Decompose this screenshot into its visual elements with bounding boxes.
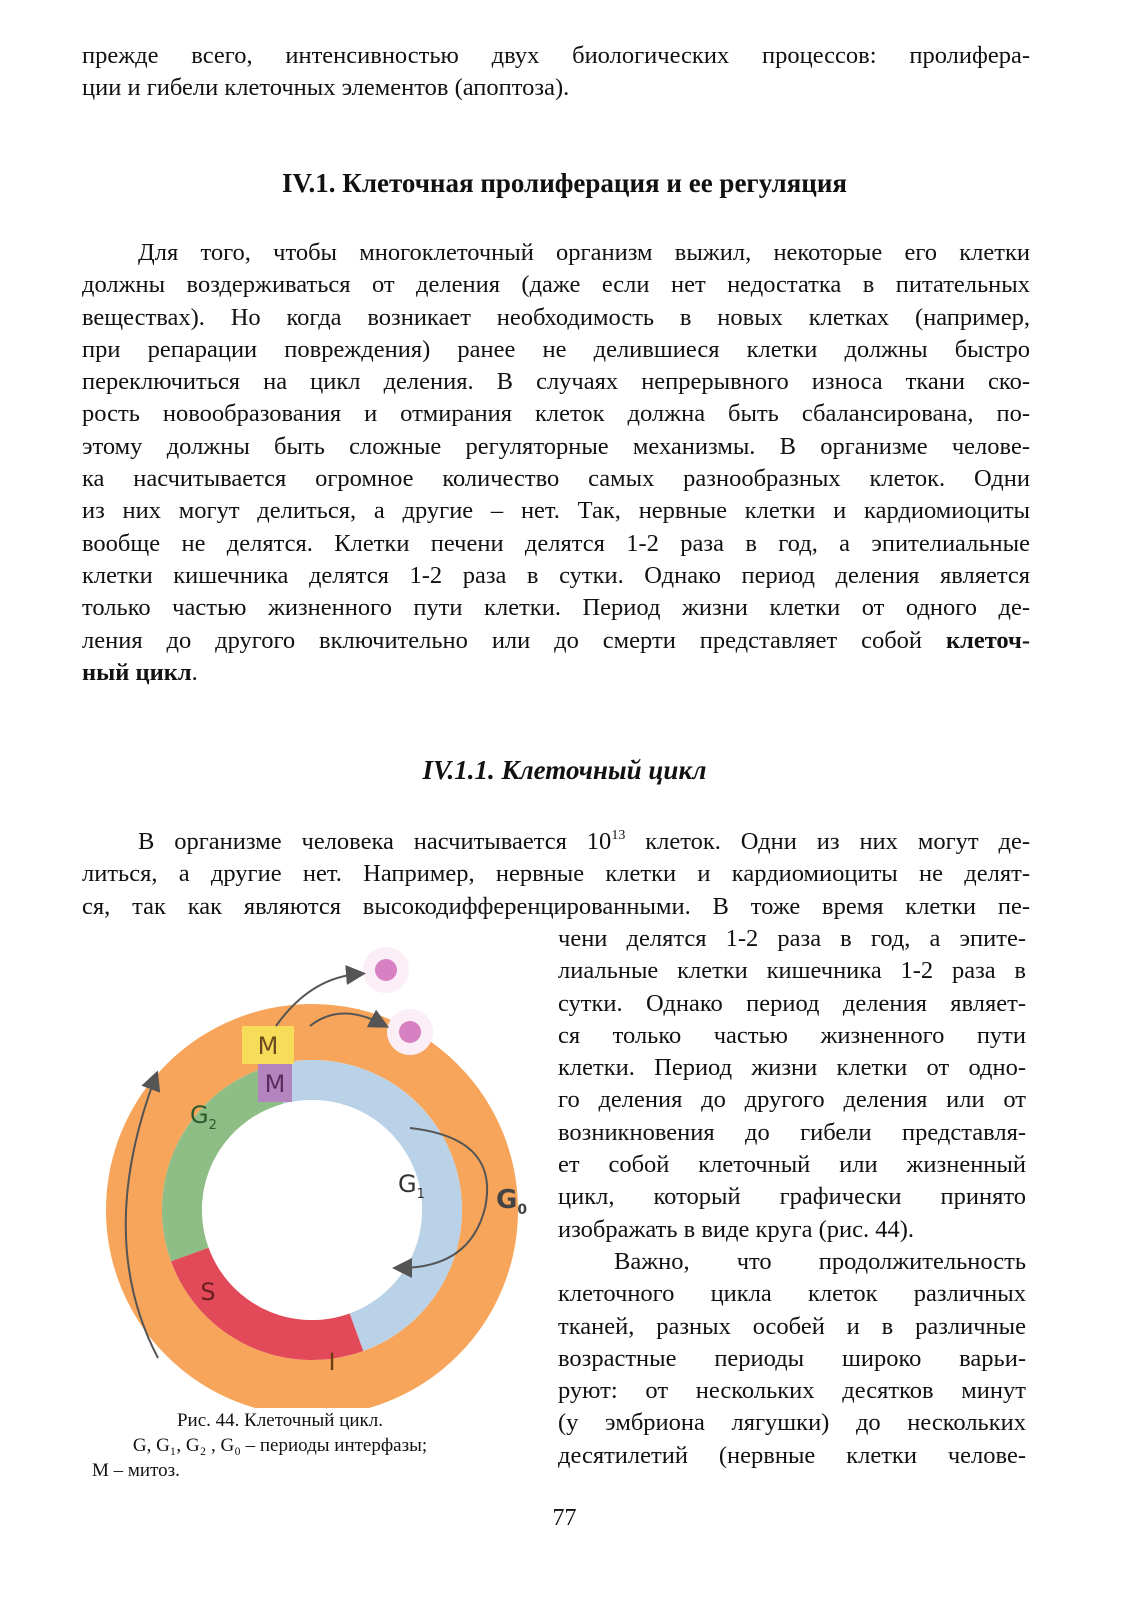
label-g0-letter: G — [496, 1185, 518, 1215]
label-g0 — [496, 1185, 527, 1218]
text-line: ся только частью жизненного пути — [558, 1021, 1026, 1049]
intro-paragraph — [82, 40, 1030, 105]
text-line: прежде всего, интенсивностью двух биологических процессов: пролифера- — [82, 42, 1030, 69]
text-line: (у эмбриона лягушки) до нескольких — [558, 1409, 1026, 1437]
page-number: 77 — [552, 1505, 577, 1531]
text-line: изображать в виде круга (рис. 44). — [558, 1215, 915, 1243]
text-line — [82, 657, 1030, 689]
text-line: клетки. Период жизни клетки от одно- — [558, 1054, 1026, 1082]
text-line: из них могут делиться, а другие – нет. Так, нервные клетки и кардиомиоциты — [82, 497, 1030, 525]
text-line: Для того, чтобы многоклеточный организм выжил, некоторые его клетки — [138, 239, 1030, 266]
text-line: при репарации повреждения) ранее не делившиеся клетки должны быстро — [82, 335, 1030, 363]
text-line: возникновения до гибели представля- — [558, 1118, 1026, 1146]
text-line: десятилетий (нервные клетки челове- — [558, 1441, 1026, 1469]
text-segment: В организме человека насчитывается 10 — [138, 828, 612, 855]
section-paragraph — [82, 237, 1030, 689]
text-line: должны воздерживаться от деления (даже если нет недостатка в питательных — [82, 271, 1030, 299]
text-line: чени делятся 1-2 раза в год, а эпите- — [558, 925, 1026, 952]
text-line: сутки. Однако период деления являет- — [558, 989, 1026, 1017]
daughter-cell-nucleus-icon — [399, 1021, 421, 1043]
text-line: клетки кишечника делятся 1-2 раза в сутки. Однако период деления является — [82, 561, 1030, 589]
inner-core — [202, 1100, 422, 1320]
text-line — [82, 826, 1030, 858]
text-line: цикл, который графически принято — [558, 1183, 1026, 1211]
label-g2-sub: 2 — [208, 1118, 217, 1133]
section-title: IV.1. Клеточная пролиферация и ее регуляция — [282, 168, 847, 198]
text-line: клеточного цикла клеток различных — [558, 1280, 1026, 1308]
label-i: I — [328, 1348, 336, 1376]
text-line: ции и гибели клеточных элементов (апоптоза). — [82, 74, 570, 102]
term-bold: ный цикл — [82, 658, 192, 686]
caption-line: М – митоз. — [92, 1460, 180, 1481]
text-line: ка насчитывается огромное количество самых разнообразных клеток. Одни — [82, 465, 1030, 493]
daughter-cell-nucleus-icon — [375, 959, 397, 981]
text-line: литься, а другие нет. Например, нервные клетки и кардиомиоциты не делят- — [82, 860, 1030, 888]
cell-cycle-diagram — [100, 938, 560, 1408]
text-line: ся, так как являются высокодифференцированными. В тоже время клетки пе- — [82, 892, 1030, 920]
superscript: 13 — [611, 828, 626, 843]
subsection-paragraph — [82, 826, 1030, 923]
text-line: веществах). Но когда возникает необходимость в новых клетках (например, — [82, 303, 1030, 331]
text-line: руют: от нескольких десятков минут — [558, 1377, 1026, 1405]
text-line: этому должны быть сложные регуляторные механизмы. В организме челове- — [82, 432, 1030, 460]
text-line: ет собой клеточный или жизненный — [558, 1151, 1026, 1179]
text-segment: ления до другого включительно или до смерти представляет собой — [82, 626, 946, 654]
label-g0-sub: 0 — [517, 1202, 528, 1218]
label-m-inner: M — [264, 1070, 286, 1098]
cell-cycle-figure — [100, 938, 560, 1408]
text-segment: клеток. Одни из них могут де- — [625, 828, 1030, 855]
text-line: Важно, что продолжительность — [614, 1247, 1026, 1275]
text-segment: . — [191, 658, 198, 686]
label-g1-letter: G — [398, 1170, 417, 1198]
text-line: возрастные периоды широко варьи- — [558, 1344, 1026, 1372]
text-line: только частью жизненного пути клетки. Период жизни клетки от одного де- — [82, 594, 1030, 622]
caption-line: Рис. 44. Клеточный цикл. — [176, 1410, 384, 1431]
text-line: лиальные клетки кишечника 1-2 раза в — [558, 957, 1026, 985]
text-line: переключиться на цикл деления. В случаях непрерывного износа ткани ско- — [82, 368, 1030, 396]
text-line — [82, 625, 1030, 657]
text-line: го деления до другого деления или от — [558, 1086, 1026, 1114]
text-line: рость новообразования и отмирания клеток должна быть сбалансирована, по- — [82, 400, 1030, 428]
figure-caption — [90, 1408, 470, 1483]
text-line: вообще не делятся. Клетки печени делятся 1-2 раза в год, а эпителиальные — [82, 529, 1030, 557]
label-m-outer: M — [257, 1032, 279, 1060]
caption-line: G, G₁, G₂ , G₀ – периоды интерфазы; — [132, 1435, 428, 1456]
label-s: S — [200, 1278, 216, 1306]
label-g1-sub: 1 — [416, 1187, 425, 1202]
term-bold: клеточ- — [945, 626, 1030, 654]
subsection-title: IV.1.1. Клеточный цикл — [422, 755, 707, 785]
text-column — [558, 923, 1026, 1472]
text-line: тканей, разных особей и в различные — [558, 1312, 1026, 1340]
label-g2-letter: G — [190, 1101, 209, 1129]
